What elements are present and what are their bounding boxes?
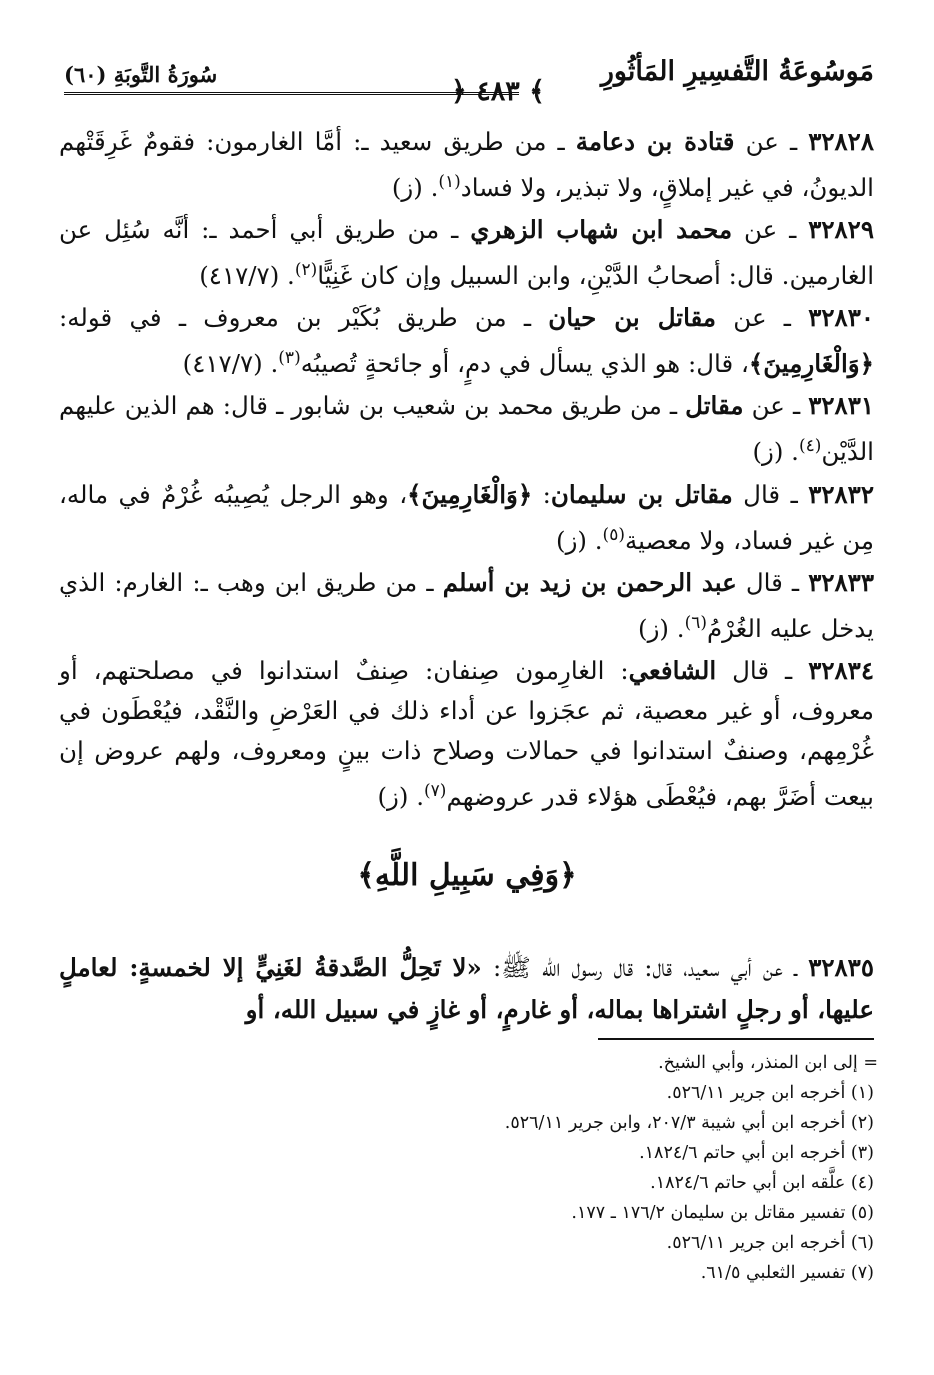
footnote-divider bbox=[598, 1038, 874, 1040]
entry-source: . (ز) bbox=[638, 613, 685, 643]
entry-number: ٣٢٨٢٩ bbox=[808, 215, 874, 245]
page-header bbox=[64, 48, 874, 108]
entry-number: ٣٢٨٣٢ bbox=[808, 479, 874, 509]
entry bbox=[59, 122, 874, 208]
entry-text: ـ عن bbox=[732, 215, 809, 245]
entry-source: . (٤١٧/٧) bbox=[182, 349, 279, 379]
entry-text: : bbox=[532, 479, 551, 509]
header-rule-left bbox=[64, 92, 422, 95]
entry-text: ـ من طريق محمد بن شعيب بن شابور ـ قال: هم الذين عليهم الدَّيْن bbox=[59, 391, 874, 467]
entry-text: ـ قال bbox=[732, 479, 809, 509]
entry bbox=[59, 563, 874, 649]
main-text bbox=[59, 122, 874, 819]
entry-text: : الغارِمون صِنفان: صِنفٌ استدانوا في مصلحتهم، أو معروف، أو غير معصية، ثم عجَزوا عن أداء ذلك في العَرْضِ والنَّقْد، فيُعْطَون في غُرْمِهم، وصنفٌ استدانوا في حمالات وصلاح ذات بينٍ ومعروف، ولهم عروض إن بيعت أضَرَّ بهم، فيُعْطَى هؤلاء قدر عروضهم bbox=[59, 655, 874, 812]
footnote: (١) أخرجه ابن جرير ٥٢٦/١١. bbox=[666, 1083, 874, 1103]
footnote: (٢) أخرجه ابن أبي شيبة ٢٠٧/٣، وابن جرير ٥٢٦/١١. bbox=[504, 1113, 874, 1133]
footnote-ref: (٣) bbox=[278, 348, 301, 369]
entry-source: . (ز) bbox=[391, 173, 439, 203]
entry-text: ـ من طريق أبي أحمد ـ: أنَّه سُئِل عن الغارمين. قال: أصحابُ الدَّيْنِ، وابن السبيل وإن كان غَنِيًّا bbox=[59, 215, 874, 291]
entry-number: ٣٢٨٣٠ bbox=[808, 303, 875, 333]
entry-number: ٣٢٨٢٨ bbox=[808, 127, 874, 156]
book-title: مَوسُوعَةُ التَّفسِيرِ المَأثُورِ bbox=[600, 56, 874, 87]
entry-text: ـ عن bbox=[716, 303, 809, 333]
entry-text: ـ قال bbox=[716, 655, 809, 685]
footnote-ref: (٢) bbox=[294, 260, 318, 281]
entry bbox=[59, 298, 874, 384]
entry-text: ـ عن bbox=[734, 127, 809, 156]
footnotes bbox=[59, 1048, 878, 1288]
footnote-ref: (٧) bbox=[424, 780, 447, 801]
entry-text: ـ من طريق ابن وهب ـ: الغارم: الذي يدخل عليه الغُرْمُ bbox=[59, 567, 874, 643]
entry bbox=[59, 210, 874, 296]
entry-text: ، قال: هو الذي يسأل في دمٍ، أو جائحةٍ تُصيبُه bbox=[300, 349, 749, 379]
page-number: ﴾ ٤٨٣ ﴿ bbox=[451, 76, 545, 107]
footnote-ref: (٦) bbox=[684, 612, 707, 633]
narrator-name: محمد ابن شهاب الزهري bbox=[470, 215, 733, 245]
hadith-entry bbox=[59, 947, 874, 1031]
entry-number: ٣٢٨٣١ bbox=[808, 391, 875, 421]
entry-number: ٣٢٨٣٤ bbox=[808, 655, 874, 685]
footnote: (٣) أخرجه ابن أبي حاتم ١٨٢٤/٦. bbox=[639, 1143, 874, 1163]
footnote-ref: (٤) bbox=[798, 436, 822, 457]
entry-number: ٣٢٨٣٣ bbox=[808, 567, 874, 597]
entry-text: ـ من طريق سعيد ـ: أمَّا الغارمون: فقومٌ غَرِقَتْهم الديونُ، في غير إملاقٍ، ولا تبذير، ولا فساد bbox=[59, 127, 874, 203]
narrator-name: قتادة بن دعامة bbox=[575, 127, 735, 156]
entry-text: ـ من طريق بُكَيْر بن معروف ـ في قوله: bbox=[59, 303, 549, 333]
narrator-name: عبد الرحمن بن زيد بن أسلم bbox=[442, 567, 737, 597]
footnote: (٧) تفسير الثعلبي ٦١/٥. bbox=[700, 1263, 874, 1283]
quran-quote: ﴿وَالْغَارِمِينَ﴾ bbox=[407, 479, 533, 509]
entry-text: ـ عن bbox=[743, 391, 809, 421]
footnote-continuation: = إلى ابن المنذر، وأبي الشيخ. bbox=[658, 1053, 878, 1073]
entry bbox=[59, 386, 874, 472]
narrator-name: مقاتل bbox=[685, 391, 744, 421]
surah-label: سُورَةُ التَّوبَةِ (٦٠) bbox=[64, 62, 218, 87]
section-heading: ﴿وَفِي سَبِيلِ اللَّهِ﴾ bbox=[357, 858, 577, 893]
footnote-ref: (١) bbox=[438, 172, 461, 192]
footnote-ref: (٥) bbox=[602, 524, 625, 545]
entry-text: ـ عن أبي سعيد، قال: قال رسول الله ﷺ: bbox=[481, 952, 809, 982]
entry-source: . (ز) bbox=[752, 437, 799, 467]
entry bbox=[59, 475, 874, 561]
entry-number: ٣٢٨٣٥ bbox=[808, 952, 874, 982]
entry bbox=[59, 651, 874, 817]
entry-source: . (ز) bbox=[556, 525, 603, 555]
footnote: (٤) علَّقه ابن أبي حاتم ١٨٢٤/٦. bbox=[650, 1173, 874, 1193]
entry-text: ، وهو الرجل يُصِيبُه غُرْمٌ في ماله، مِن غير فساد، ولا معصية bbox=[59, 479, 874, 555]
quran-quote: ﴿وَالْغَارِمِينَ﴾ bbox=[748, 349, 874, 379]
narrator-name: الشافعي bbox=[628, 655, 717, 685]
hadith-text: «لا تَحِلُّ الصَّدقةُ لغَنِيٍّ إلا لخمسةٍ: لعاملٍ عليها، أو رجلٍ اشتراها بماله، أو غارمٍ، أو غازٍ في سبيل الله، أو bbox=[59, 952, 874, 1024]
footnote: (٥) تفسير مقاتل بن سليمان ١٧٦/٢ ـ ١٧٧. bbox=[571, 1203, 874, 1223]
entry-text: ـ قال bbox=[736, 567, 809, 597]
narrator-name: مقاتل بن سليمان bbox=[550, 479, 733, 509]
entry-source: . (ز) bbox=[377, 782, 425, 812]
entry-source: . (٤١٧/٧) bbox=[199, 261, 295, 291]
narrator-name: مقاتل بن حيان bbox=[548, 303, 717, 333]
footnote: (٦) أخرجه ابن جرير ٥٢٦/١١. bbox=[666, 1233, 874, 1253]
